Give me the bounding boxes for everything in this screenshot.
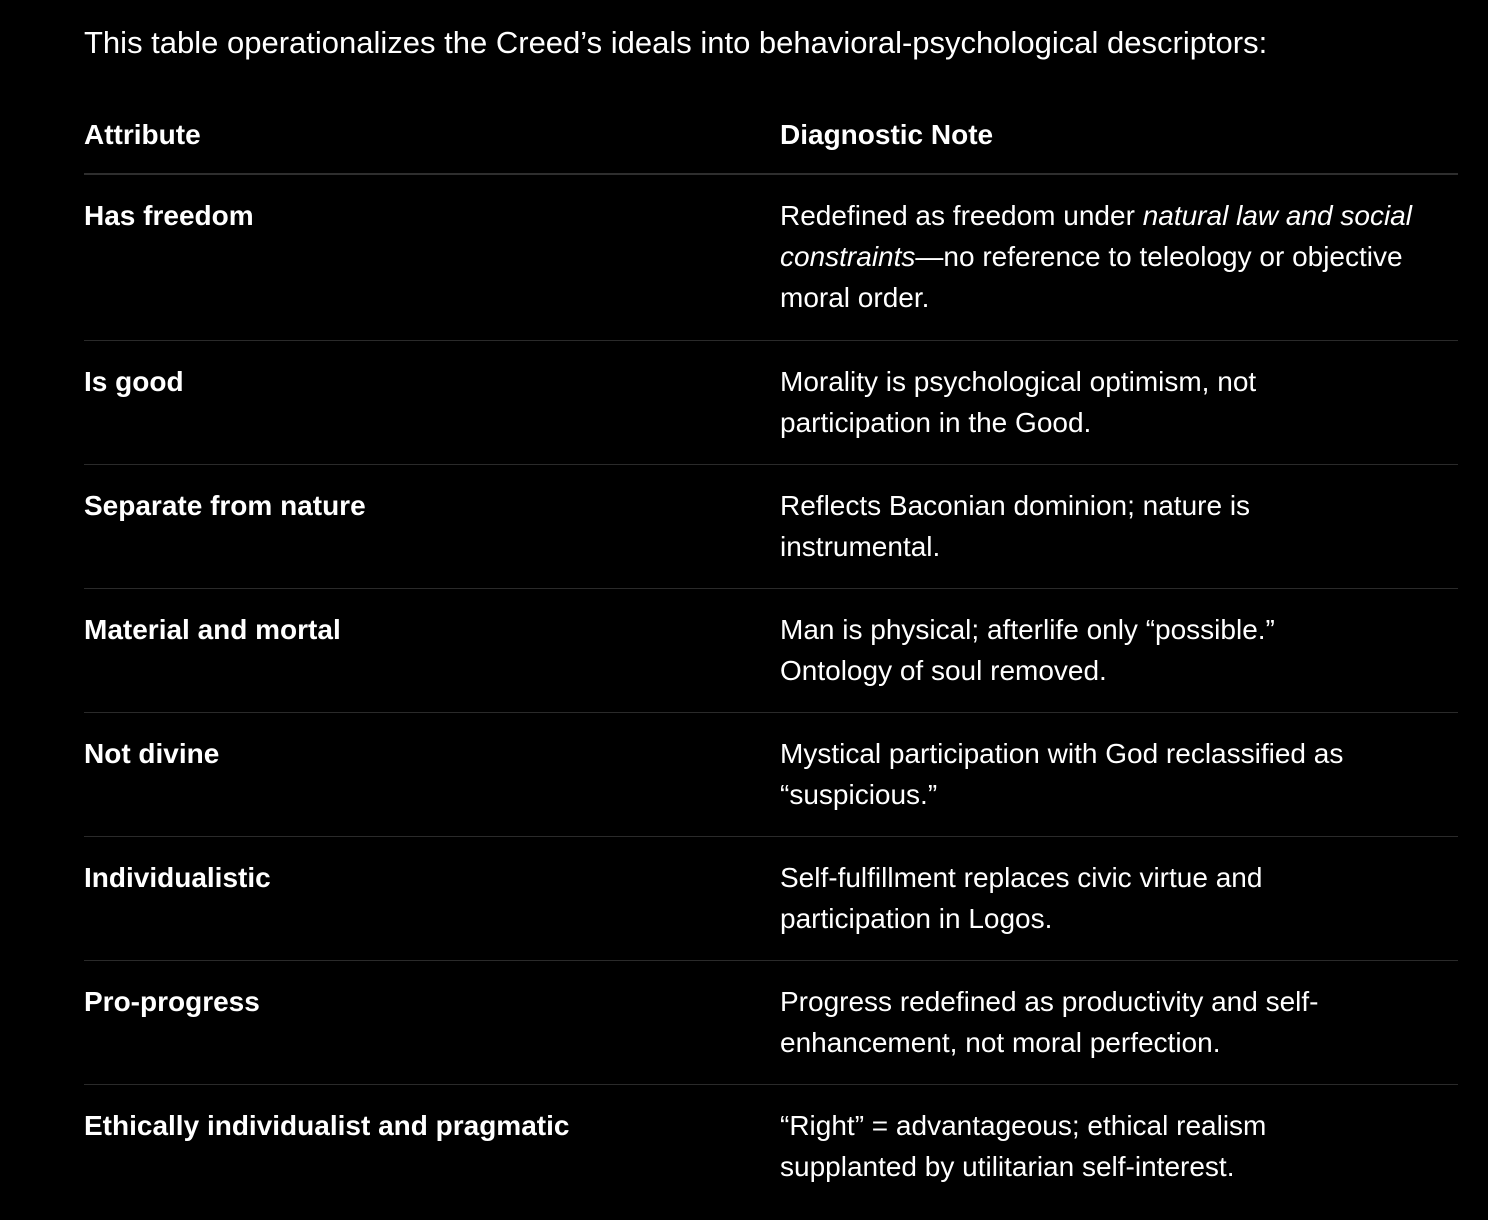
table-row	[84, 341, 1458, 465]
note-cell: Reflects Baconian dominion; nature is instrumental.	[780, 490, 1251, 562]
note-cell: Mystical participation with God reclassified as “suspicious.”	[780, 738, 1344, 810]
table-row	[84, 175, 1458, 341]
note-cell: “Right” = advantageous; ethical realism supplanted by utilitarian self-interest.	[780, 1110, 1267, 1182]
table-row	[84, 837, 1458, 961]
attribute-cell: Pro-progress	[84, 986, 260, 1017]
note-cell: Morality is psychological optimism, not participation in the Good.	[780, 366, 1257, 438]
table-row	[84, 961, 1458, 1085]
table-row	[84, 589, 1458, 713]
intro-text: This table operationalizes the Creed’s ideals into behavioral-psychological descriptors:	[84, 25, 1268, 60]
attributes-table	[84, 108, 1458, 1209]
note-cell	[780, 195, 1458, 320]
note-italic-text: natural law and social constraints	[780, 200, 1412, 272]
table-row	[84, 1085, 1458, 1209]
attribute-cell: Separate from nature	[84, 490, 366, 521]
note-cell: Man is physical; afterlife only “possible.” Ontology of soul removed.	[780, 614, 1275, 686]
note-text: Redefined as freedom under	[780, 200, 1143, 231]
note-cell: Progress redefined as productivity and self-enhancement, not moral perfection.	[780, 986, 1319, 1058]
column-header-attribute: Attribute	[84, 119, 201, 150]
note-text: —no reference to teleology or objective moral order.	[780, 241, 1403, 313]
attribute-cell: Not divine	[84, 738, 220, 769]
attribute-cell: Is good	[84, 366, 184, 397]
attribute-cell: Has freedom	[84, 200, 254, 231]
attribute-cell: Material and mortal	[84, 614, 341, 645]
attribute-cell: Individualistic	[84, 862, 271, 893]
column-header-diagnostic-note: Diagnostic Note	[780, 119, 994, 150]
table-row	[84, 465, 1458, 589]
attribute-cell: Ethically individualist and pragmatic	[84, 1110, 570, 1141]
table-row	[84, 713, 1458, 837]
note-cell: Self-fulfillment replaces civic virtue and participation in Logos.	[780, 862, 1263, 934]
table-header-row	[84, 108, 1458, 175]
